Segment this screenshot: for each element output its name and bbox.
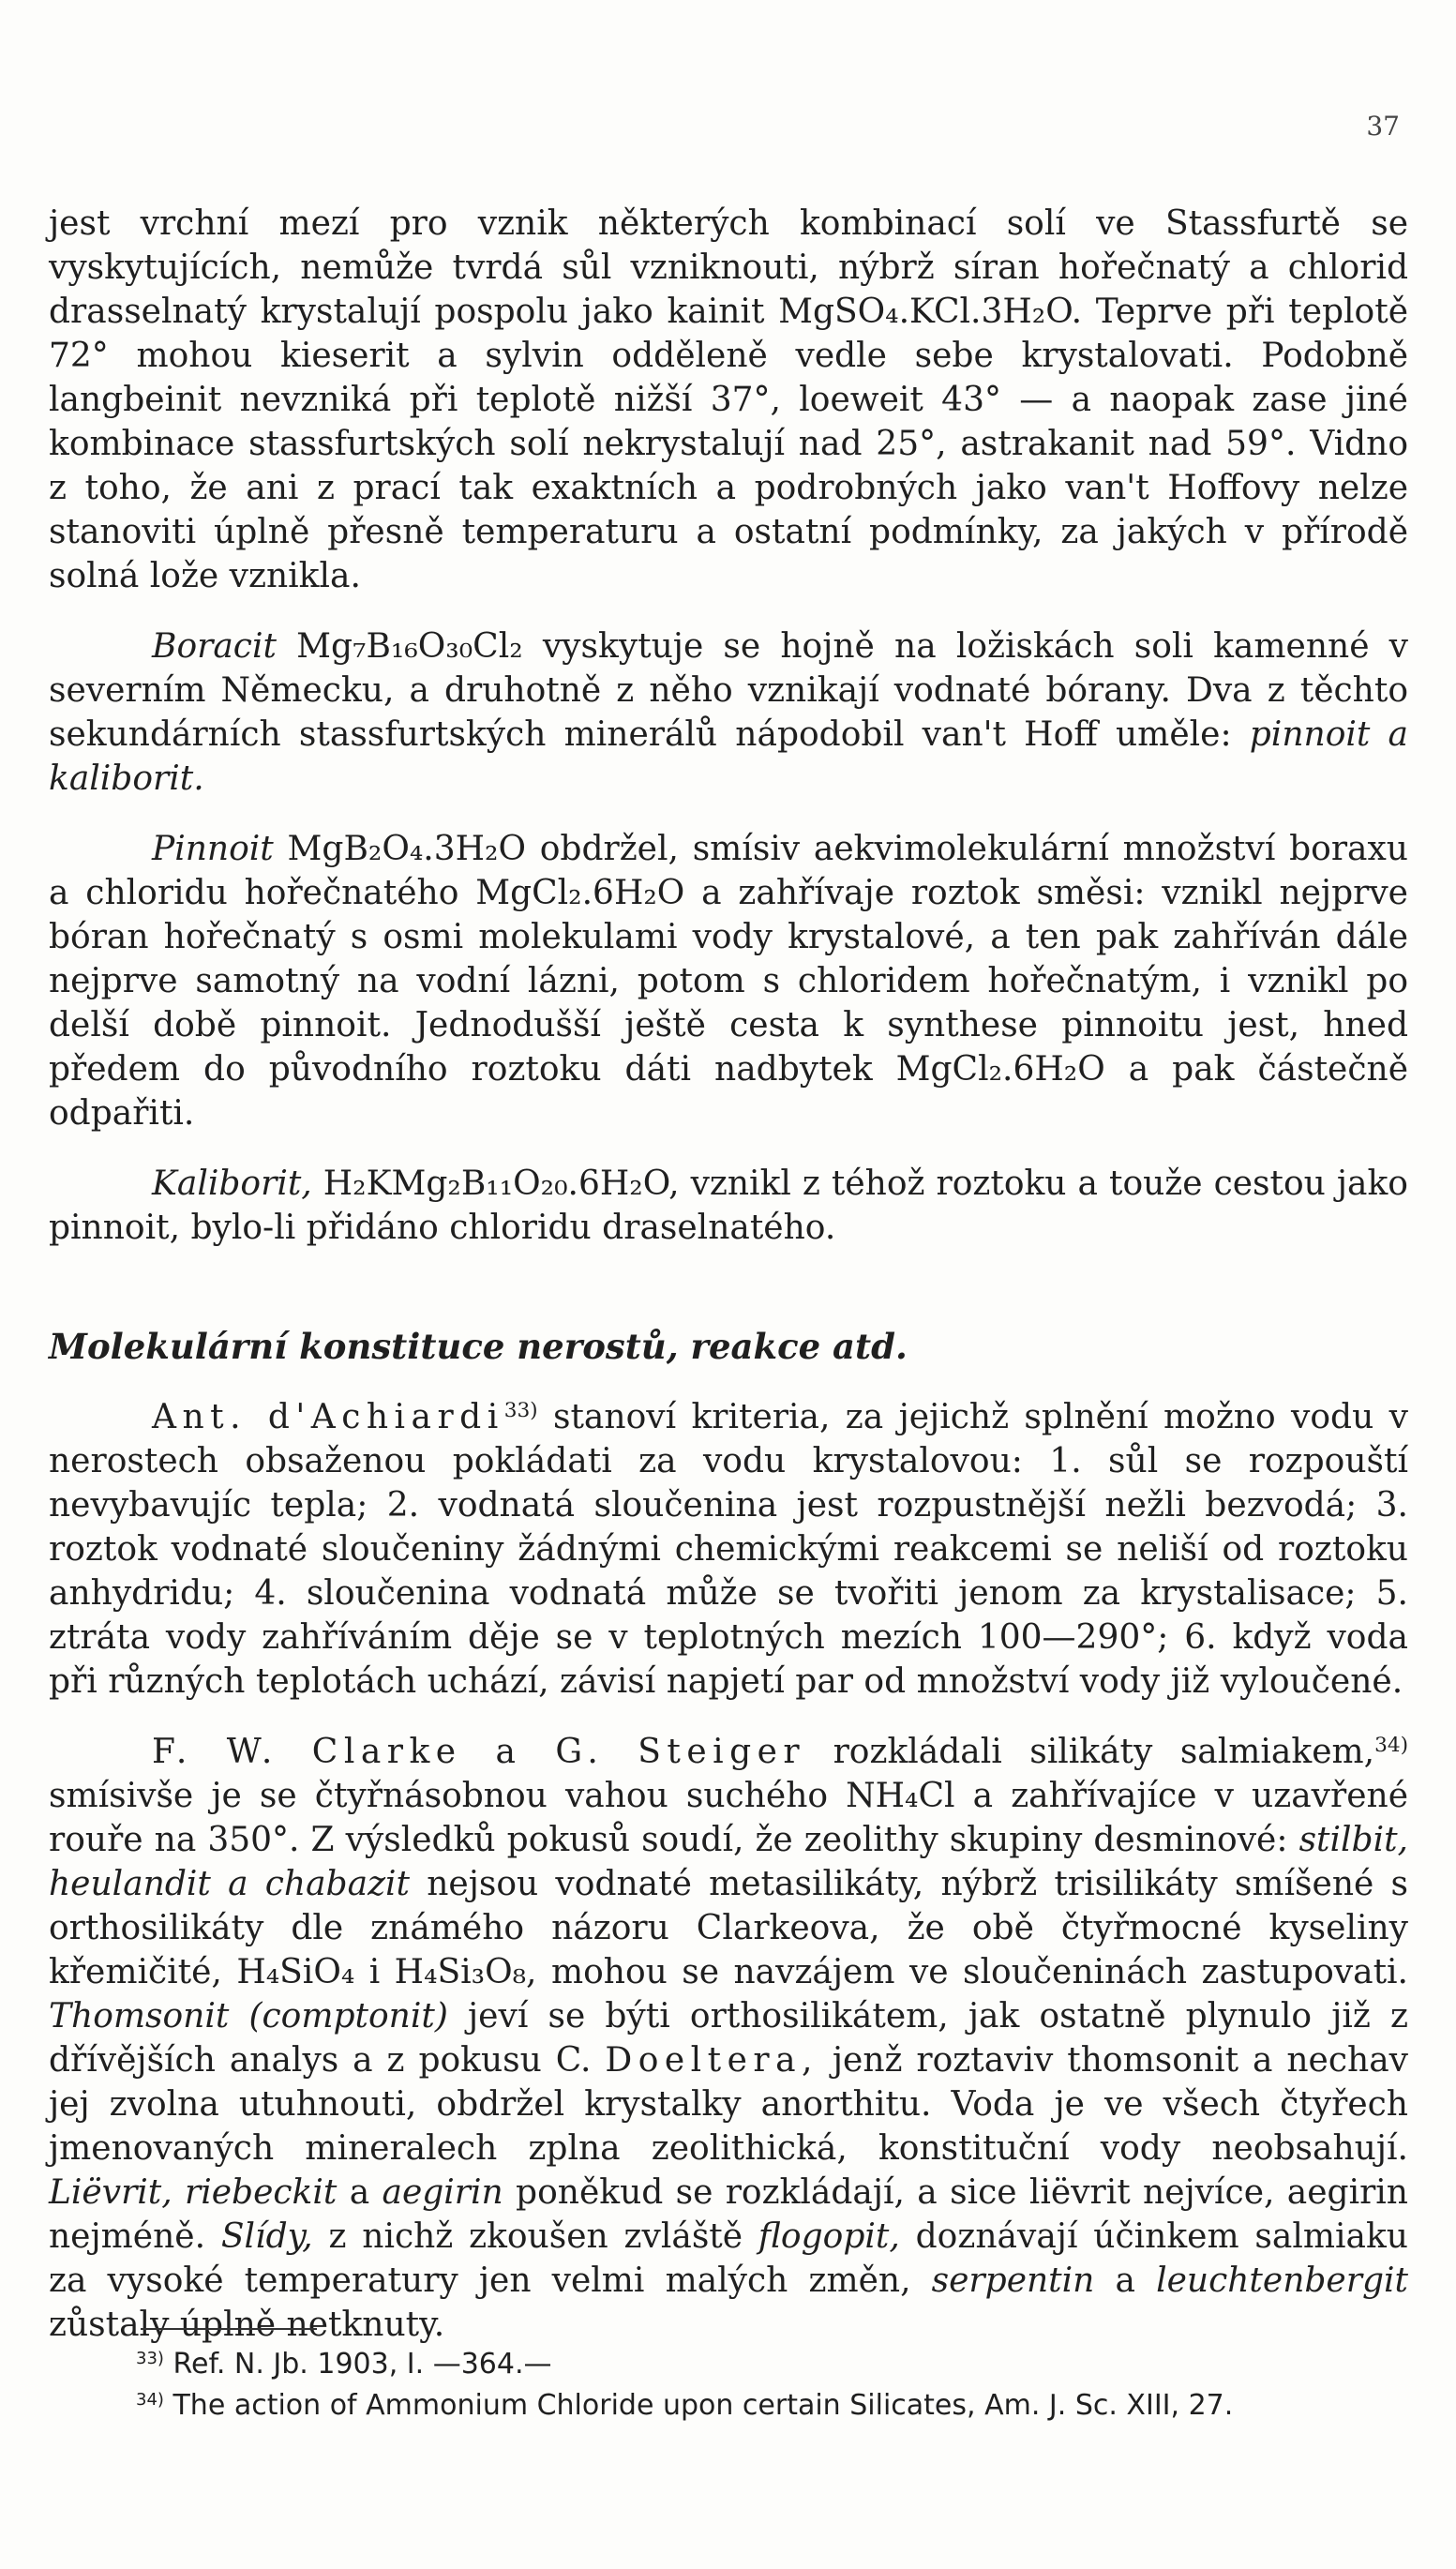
- paragraph-kaliborit: [49, 1162, 1408, 1250]
- footnote-text: Ref. N. Jb. 1903, I. —364.—: [173, 2348, 552, 2381]
- text-segment: jenž roztaviv thomsonit a nechav jej zvolna utuhnouti, obdržel krystalky anorthitu. Voda je ve všech čtyřech jmenovaných mineralech zplna zeolithická, konstituční vody neobsahují.: [49, 2041, 1408, 2168]
- term-serpentin: serpentin: [931, 2261, 1095, 2300]
- text-segment: jeví se býti orthosilikátem, jak ostatně plynulo již z dřívějších analys a z pokusu C.: [49, 1997, 1408, 2080]
- term-slidy: Slídy,: [220, 2217, 313, 2256]
- term-aegirin: aegirin: [382, 2173, 503, 2212]
- footnote-ref-34: 34): [1374, 1734, 1408, 1758]
- term-leuchtenbergit: leuchtenbergit: [1156, 2261, 1408, 2300]
- footnote-mark: 33): [136, 2349, 164, 2369]
- term-boracit: Boracit: [152, 627, 277, 666]
- paragraph-boracit-text: vyskytuje se hojně na ložiskách soli kamenné v severním Německu, a druhotně z něho vznikají vodnaté bórany. Dva z těchto sekundárních stassfurtských minerálů nápodobil van't Hoff uměle:: [49, 627, 1408, 754]
- term-lievrit: Liëvrit, riebeckit: [49, 2173, 338, 2212]
- term-thomsonit: Thomsonit (comptonit): [49, 1997, 448, 2036]
- term-desmin-minerals: stilbit, heulandit a chabazit: [49, 1821, 1408, 1903]
- term-pinnoit: Pinnoit: [152, 830, 274, 868]
- text-segment: nejsou vodnaté metasilikáty, nýbrž trisilikáty smíšené s orthosilikáty dle známého názoru Clarkeova, že obě čtyřmocné kyseliny křemičité, H₄SiO₄ i H₄Si₃O₈, mohou se navzájem ve sloučeninách zastupovati.: [49, 1865, 1408, 1991]
- footnote-34: [136, 2385, 1411, 2426]
- formula-pinnoit: MgB₂O₄.3H₂O: [287, 830, 526, 868]
- page-number: 37: [1366, 111, 1400, 142]
- term-flogopit: flogopit,: [758, 2217, 900, 2256]
- text-segment: zůstaly úplně netknuty.: [49, 2306, 445, 2344]
- text-segment: rozkládali silikáty salmiakem,: [833, 1733, 1375, 1771]
- formula-boracit: Mg₇B₁₆O₃₀Cl₂: [296, 627, 523, 666]
- paragraph-pinnoit: [49, 827, 1408, 1135]
- author-achiardi: Ant. d'Achiardi: [152, 1398, 504, 1436]
- footnote-divider: [141, 2328, 317, 2330]
- paragraph-boracit: [49, 624, 1408, 801]
- footnote-ref-33: 33): [503, 1399, 538, 1423]
- footnote-33: [136, 2344, 1411, 2385]
- text-segment: poněkud se rozkládají, a sice liëvrit nejvíce, aegirin nejméně.: [49, 2173, 1408, 2256]
- author-doelter: Doeltera,: [605, 2041, 818, 2080]
- paragraph-clarke: [49, 1730, 1408, 2347]
- section-heading: Molekulární konstituce nerostů, reakce atd.: [49, 1326, 908, 1367]
- footnote-mark: 34): [136, 2390, 164, 2411]
- paragraph-achiardi-text: stanoví kriteria, za jejichž splnění možno vodu v nerostech obsaženou pokládati za vodu krystalovou: 1. sůl se rozpouští nevybavujíc tepla; 2. vodnatá sloučenina jest rozpustnější nežli bezvodá; 3. roztok vodnaté sloučeniny žádnými chemickými reakcemi se neliší od roztoku anhydridu; 4. sloučenina vodnatá může se tvořiti jenom za krystalisace; 5. ztráta vody zahříváním děje se v teplotných mezích 100—290°; 6. když voda při různých teplotách uchází, závisí napjetí par od množství vody již vyloučené.: [49, 1398, 1408, 1701]
- text-segment: smísivše je se čtyřnásobnou vahou suchého NH₄Cl a zahřívajíce v uzavřené rouře na 350°. Z výsledků pokusů soudí, že zeolithy skupiny desminové:: [49, 1777, 1408, 1859]
- paragraph-achiardi: [49, 1395, 1408, 1704]
- paragraph-kaliborit-text: vznikl z téhož roztoku a touže cestou jako pinnoit, bylo-li přidáno chloridu draselnatého.: [49, 1164, 1408, 1247]
- text-segment: z nichž zkoušen zvláště: [328, 2217, 743, 2256]
- footnotes: [136, 2344, 1411, 2426]
- footnote-text: The action of Ammonium Chloride upon certain Silicates, Am. J. Sc. XIII, 27.: [173, 2389, 1234, 2422]
- paragraph-1: jest vrchní mezí pro vznik některých kombinací solí ve Stassfurtě se vyskytujících, nemůže tvrdá sůl vzniknouti, nýbrž síran hořečnatý a chlorid drasselnatý krystalují pospolu jako kainit MgSO₄.KCl.3H₂O. Teprve při teplotě 72° mohou kieserit a sylvin odděleně vedle sebe krystalovati. Podobně langbeinit nevzniká při teplotě nižší 37°, loeweit 43° — a naopak zase jiné kombinace stassfurtských solí nekrystalují nad 25°, astrakanit nad 59°. Vidno z toho, že ani z prací tak exaktních a podrobných jako van't Hoffovy nelze stanoviti úplně přesně temperaturu a ostatní podmínky, za jakých v přírodě solná lože vznikla.: [49, 204, 1408, 595]
- text-segment: a: [1115, 2261, 1135, 2300]
- body-text: [49, 202, 1408, 2347]
- formula-kaliborit: H₂KMg₂B₁₁O₂₀.6H₂O,: [323, 1164, 680, 1203]
- text-segment: a: [349, 2173, 370, 2212]
- term-pinnoit-kaliborit: pinnoit a kaliborit.: [49, 715, 1408, 798]
- author-clarke-steiger: F. W. Clarke a G. Steiger: [152, 1733, 806, 1771]
- text-segment: doznávají účinkem salmiaku za vysoké temperatury jen velmi malých změn,: [49, 2217, 1408, 2300]
- paragraph-pinnoit-text: obdržel, smísiv aekvimolekulární množství boraxu a chloridu hořečnatého MgCl₂.6H₂O a zahřívaje roztok směsi: vznikl nejprve bóran hořečnatý s osmi molekulami vody krystalové, a ten pak zahříván dále nejprve samotný na vodní lázni, potom s chloridem hořečnatým, i vznikl po delší době pinnoit. Jednodušší ještě cesta k synthese pinnoitu jest, hned předem do původního roztoku dáti nadbytek MgCl₂.6H₂O a pak částečně odpařiti.: [49, 830, 1408, 1133]
- term-kaliborit: Kaliborit,: [152, 1164, 312, 1203]
